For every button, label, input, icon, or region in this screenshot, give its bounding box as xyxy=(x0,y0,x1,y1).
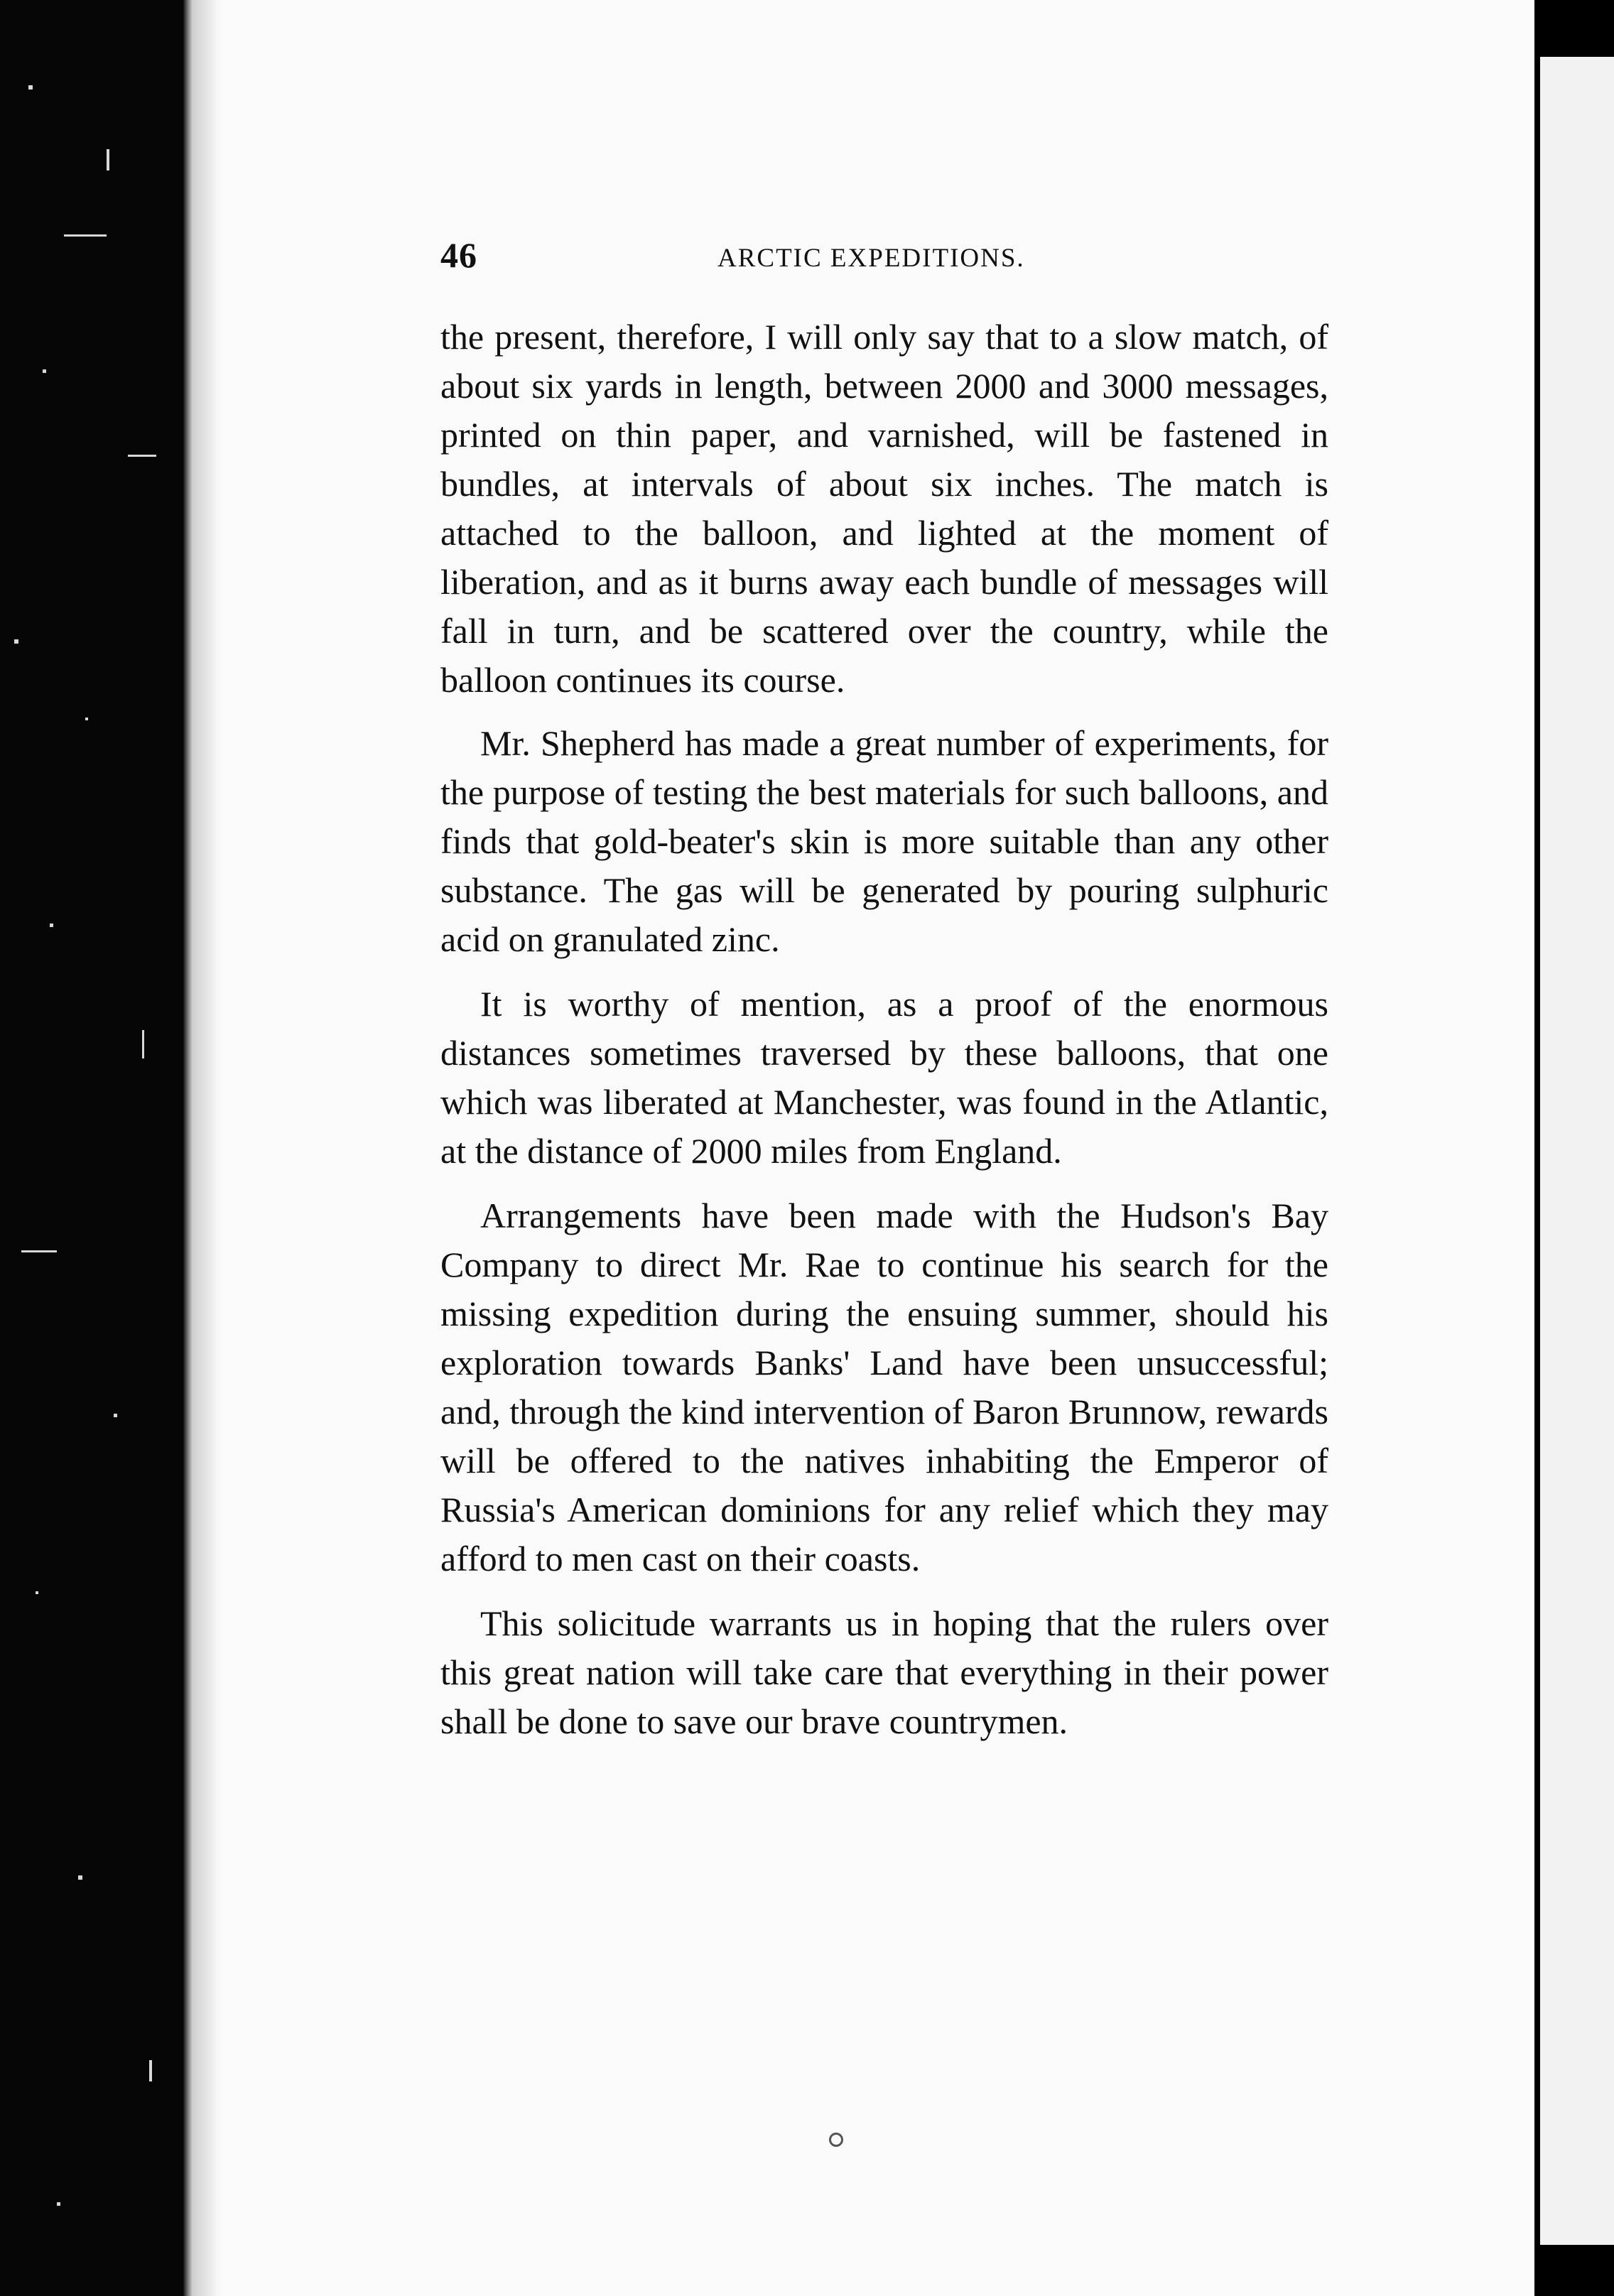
paragraph: Arrangements have been made with the Hudson's Bay Company to direct Mr. Rae to continue his search for the missing expedition during the ensuing summer, should his exploration towards Banks' Land have been unsuccessful; and, through the kind intervention of Baron Brunnow, rewards will be offered to the natives inhabiting the Emperor of Russia's American dominions for any relief which they may afford to men cast on their coasts. xyxy=(440,1196,1328,1578)
scan-speck xyxy=(21,1250,57,1252)
scan-speck xyxy=(36,1591,38,1594)
paragraph: It is worthy of mention, as a proof of the enormous distances sometimes traversed by these balloons, that one which was liberated at Manchester, was found in the Atlantic, at the distance of 2000 miles from England. xyxy=(440,984,1328,1171)
scan-margin-left xyxy=(0,0,192,2296)
scan-speck xyxy=(78,1875,82,1880)
facing-page-edge xyxy=(1540,57,1614,2245)
paragraph: Mr. Shepherd has made a great number of experiments, for the purpose of testing the best materials for such balloons, and finds that gold-beater's skin is more suitable than any other substance. The gas will be generated by pouring sulphuric acid on granulated zinc. xyxy=(440,723,1328,959)
running-head: ARCTIC EXPEDITIONS. xyxy=(717,244,1025,273)
scan-speck xyxy=(14,639,18,644)
scan-speck xyxy=(149,2060,152,2081)
scan-speck xyxy=(85,718,88,720)
scan-speck xyxy=(28,85,33,90)
scan-speck xyxy=(50,924,53,927)
scan-speck xyxy=(128,455,156,457)
scan-speck xyxy=(43,369,46,373)
scan-speck xyxy=(142,1030,144,1058)
body-text xyxy=(440,313,1328,1762)
page-header xyxy=(440,234,1350,291)
scan-speck xyxy=(64,234,107,237)
scan-speck xyxy=(57,2202,60,2206)
page-number: 46 xyxy=(440,235,477,275)
scan-speck xyxy=(107,149,109,170)
paragraph: This solicitude warrants us in hoping that the rulers over this great nation will take care that everything in their power shall be done to save our brave countrymen. xyxy=(440,1603,1328,1741)
paragraph: the present, therefore, I will only say that to a slow match, of about six yards in length, between 2000 and 3000 messages, printed on thin paper, and varnished, will be fastened in bundles, at intervals of about six inches. The match is attached to the balloon, and lighted at the moment of liberation, and as it burns away each bundle of messages will fall in turn, and be scattered over the country, while the balloon continues its course. xyxy=(440,317,1328,700)
printer-ornament xyxy=(829,2133,843,2147)
scan-speck xyxy=(114,1414,117,1417)
